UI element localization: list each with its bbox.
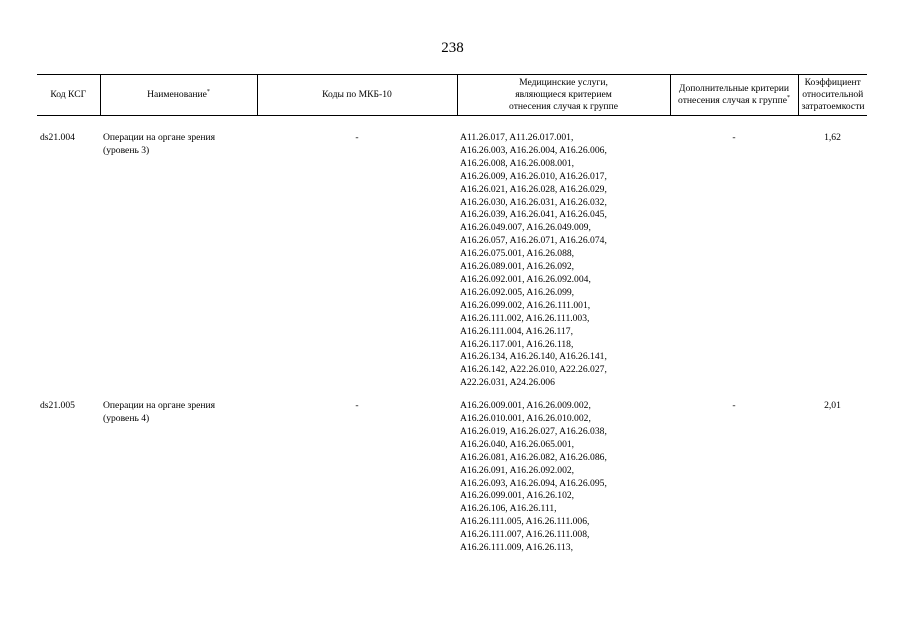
service-code-line: A16.26.111.002, A16.26.111.003, [460,312,590,324]
service-code-line: A16.26.057, A16.26.071, A16.26.074, [460,235,607,247]
header-mkb: Коды по МКБ-10 [257,75,457,116]
cell-extra-criteria: - [732,400,736,412]
service-code-line: A16.26.049.007, A16.26.049.009, [460,222,591,234]
table-row [37,390,867,555]
header-coefficient: Коэффициент относительной затратоемкости [798,75,867,116]
service-code-line: A16.26.117.001, A16.26.118, [460,338,574,350]
cell-mkb: - [355,400,359,412]
cell-coefficient: 1,62 [824,132,841,143]
header-name: Наименование* [100,75,257,116]
cell-code: ds21.004 [40,132,75,143]
service-code-line: A16.26.092.005, A16.26.099, [460,286,575,298]
service-code-line: A16.26.009, A16.26.010, A16.26.017, [460,170,607,182]
cell-coefficient: 2,01 [824,400,841,412]
service-code-line: A22.26.031, A24.26.006 [460,377,555,389]
service-code-line: A16.26.030, A16.26.031, A16.26.032, [460,196,607,208]
table-row [37,116,867,391]
service-code-line: A16.26.075.001, A16.26.088, [460,248,575,260]
service-code-line: A16.26.092.001, A16.26.092.004, [460,273,591,285]
service-code-line: A16.26.008, A16.26.008.001, [460,157,575,169]
ksg-table [37,74,867,555]
page-number: 238 [441,40,464,56]
service-code-line: A16.26.099.001, A16.26.102, [460,490,575,502]
service-code-line: A16.26.010.001, A16.26.010.002, [460,413,591,425]
service-code-line: A16.26.093, A16.26.094, A16.26.095, [460,477,607,489]
name-line: Операции на органе зрения [103,400,216,412]
header-extra-criteria: Дополнительные критерии отнесения случая к группе* [670,75,798,116]
name-line: (уровень 4) [103,413,150,425]
service-code-line: A16.26.111.004, A16.26.117, [460,325,573,337]
service-code-line: A16.26.106, A16.26.111, [460,503,557,515]
service-code-line: A16.26.111.009, A16.26.113, [460,542,573,554]
service-code-line: A16.26.089.001, A16.26.092, [460,261,575,273]
cell-services [457,390,670,555]
cell-services [457,116,670,391]
service-code-line: A16.26.003, A16.26.004, A16.26.006, [460,144,607,156]
service-code-line: A16.26.111.007, A16.26.111.008, [460,529,590,541]
cell-code: ds21.005 [40,400,75,412]
service-code-line: A16.26.142, A22.26.010, A22.26.027, [460,364,607,376]
table-header-row [37,75,867,116]
name-line: (уровень 3) [103,144,150,156]
cell-name [100,390,257,555]
service-code-line: A16.26.021, A16.26.028, A16.26.029, [460,183,607,195]
service-code-line: A16.26.081, A16.26.082, A16.26.086, [460,451,607,463]
service-code-line: A16.26.040, A16.26.065.001, [460,438,575,450]
cell-mkb: - [355,132,359,143]
service-code-line: A16.26.091, A16.26.092.002, [460,464,575,476]
service-code-line: A16.26.134, A16.26.140, A16.26.141, [460,351,607,363]
cell-extra-criteria: - [732,132,736,143]
header-code: Код КСГ [37,75,100,116]
service-code-line: A16.26.039, A16.26.041, A16.26.045, [460,209,607,221]
name-line: Операции на органе зрения [103,132,216,143]
service-code-line: A16.26.111.005, A16.26.111.006, [460,516,590,528]
service-code-line: A11.26.017, A11.26.017.001, [460,132,574,143]
service-code-line: A16.26.019, A16.26.027, A16.26.038, [460,425,607,437]
header-services: Медицинские услуги, являющиеся критерием отнесения случая к группе [457,75,670,116]
service-code-line: A16.26.009.001, A16.26.009.002, [460,400,591,412]
service-code-line: A16.26.099.002, A16.26.111.001, [460,299,591,311]
cell-name [100,116,257,391]
